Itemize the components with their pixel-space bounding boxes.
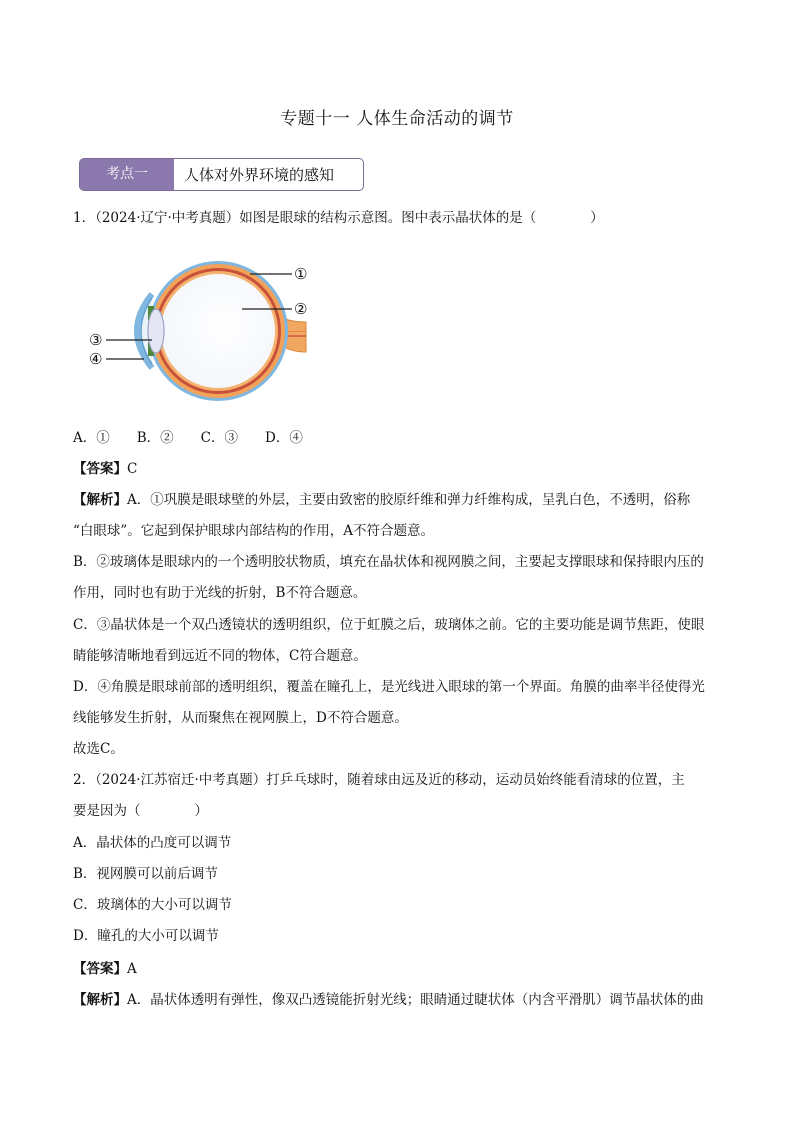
q1-analysis-line: 作用，同时也有助于光线的折射，B不符合题意。	[73, 585, 367, 601]
q1-conclusion: 故选C。	[73, 741, 124, 757]
q1-analysis-line: 线能够发生折射，从而聚焦在视网膜上，D不符合题意。	[73, 710, 408, 726]
q2-answer-label: 【答案】	[73, 961, 127, 977]
topic-name: 人体对外界环境的感知	[184, 166, 335, 184]
label-1: ①	[294, 265, 308, 283]
q2-option-b: B．视网膜可以前后调节	[73, 866, 218, 882]
q2-option-c: C．玻璃体的大小可以调节	[73, 897, 232, 913]
label-4: ④	[89, 350, 103, 368]
q1-answer	[73, 457, 733, 477]
q1-answer-value: C	[127, 461, 138, 477]
q2-analysis-line: 【解析】A．晶状体透明有弹性，像双凸透镜能折射光线；眼睛通过睫状体（内含平滑肌）调节晶状体的曲	[73, 992, 704, 1008]
page-title: 专题十一 人体生命活动的调节	[280, 109, 514, 129]
topic-header	[79, 158, 364, 191]
q1-analysis-label: 【解析】	[73, 492, 127, 508]
q2-option-d: D．瞳孔的大小可以调节	[73, 928, 219, 944]
q1-analysis-line: “白眼球”。它起到保护眼球内部结构的作用，A不符合题意。	[73, 523, 435, 539]
eyeball-diagram	[86, 256, 314, 406]
q1-answer-label: 【答案】	[73, 461, 127, 477]
q1-options: A．① B．② C．③ D．④	[73, 430, 303, 446]
q2-stem: 2．（2024·江苏宿迁·中考真题）打乒乓球时，随着球由远及近的移动，运动员始终能看清球的位置，主	[73, 772, 685, 788]
q2-analysis-label: 【解析】	[73, 992, 127, 1008]
label-3: ③	[89, 331, 103, 349]
lens	[148, 309, 164, 353]
q1-stem: 1．（2024·辽宁·中考真题）如图是眼球的结构示意图。图中表示晶状体的是（ ）	[73, 210, 604, 226]
topic-tag: 考点一	[80, 159, 174, 190]
q1-analysis-line: 【解析】A．①巩膜是眼球壁的外层，主要由致密的胶原纤维和弹力纤维构成，呈乳白色，不透明，俗称	[73, 492, 691, 508]
q2-answer	[73, 957, 733, 977]
q1-analysis-line: B．②玻璃体是眼球内的一个透明胶状物质，填充在晶状体和视网膜之间，主要起支撑眼球和保持眼内压的	[73, 554, 704, 570]
q2-answer-value: A	[127, 961, 137, 977]
q2-option-a: A．晶状体的凸度可以调节	[73, 835, 232, 851]
q1-analysis-line: C．③晶状体是一个双凸透镜状的透明组织，位于虹膜之后，玻璃体之前。它的主要功能是调节焦距，使眼	[73, 617, 705, 633]
vitreous-body	[161, 274, 275, 388]
q1-analysis-line: 睛能够清晰地看到远近不同的物体，C符合题意。	[73, 648, 367, 664]
q1-analysis-line: D．④角膜是眼球前部的透明组织，覆盖在瞳孔上，是光线进入眼球的第一个界面。角膜的曲率半径使得光	[73, 679, 705, 695]
label-2: ②	[294, 300, 308, 318]
q2-stem: 要是因为（ ）	[73, 803, 208, 819]
